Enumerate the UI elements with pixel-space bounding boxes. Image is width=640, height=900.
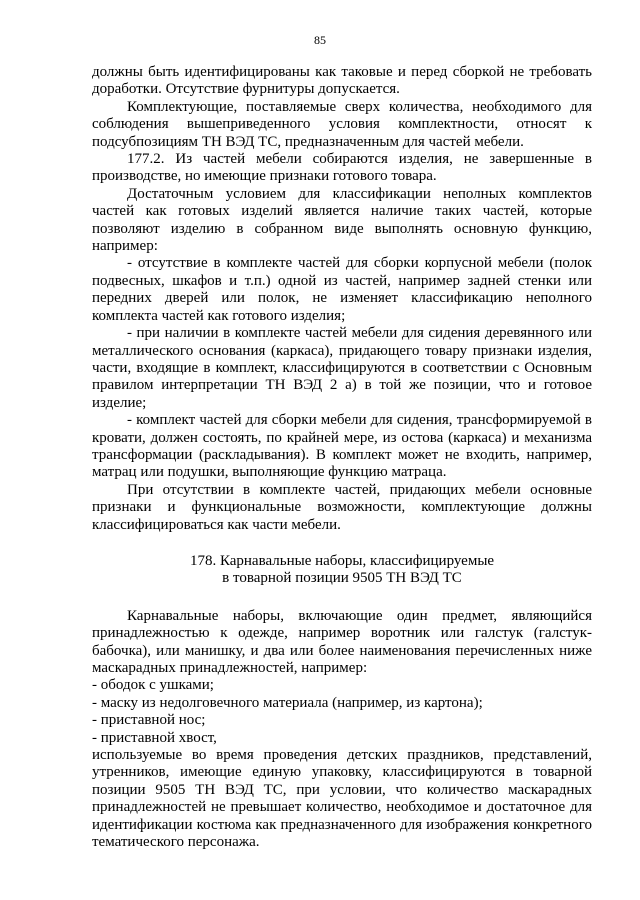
list-item-tail: - приставной хвост, bbox=[92, 729, 217, 746]
list-item-nose: - приставной нос; bbox=[92, 712, 206, 729]
paragraph-carnival-classification: используемые во время проведения детских праздников, представлений, утренников, имеющие единую упаковку, классифицируются в товарной позиции 9505 ТН ВЭД ТС, при условии, что количество маскарадных принадлежностей не превышает количество, необходимое и достаточное для идентификации костюма как предназначенного для изображения конкретного тематического персонажа. bbox=[92, 747, 592, 851]
list-item-cabinet-furniture: - отсутствие в комплекте частей для сборки корпусной мебели (полок подвесных, шкафов и т.п.) одной из частей, например задней стенки или передних дверей или полок, не изменяет классификацию неполного комплекта частей как готового изделия; bbox=[92, 255, 592, 324]
paragraph-continuation: должны быть идентифицированы как таковые и перед сборкой не требовать доработки. Отсутствие фурнитуры допускается. bbox=[92, 64, 592, 98]
list-item-headband: - ободок с ушками; bbox=[92, 677, 214, 694]
list-item-convertible-seating: - комплект частей для сборки мебели для сидения, трансформируемой в кровати, должен состоять, по крайней мере, из остова (каркаса) и механизма трансформации (раскладывания). В комплект может не входить, например, матрац или подушки, выполняющие функцию матраца. bbox=[92, 412, 592, 481]
section-heading-line-1: 178. Карнавальные наборы, классифицируемые bbox=[189, 552, 495, 569]
section-178-body bbox=[92, 608, 592, 852]
list-item-mask: - маску из недолговечного материала (например, из картона); bbox=[92, 694, 483, 711]
paragraph-177-2: 177.2. Из частей мебели собираются изделия, не завершенные в производстве, но имеющие признаки готового товара. bbox=[92, 151, 592, 185]
section-heading-178 bbox=[92, 553, 592, 588]
section-heading-line-2: в товарной позиции 9505 ТН ВЭД ТС bbox=[222, 570, 462, 587]
page-number: 85 bbox=[314, 33, 326, 47]
paragraph-sufficient-condition: Достаточным условием для классификации неполных комплектов частей как готовых изделий является наличие таких частей, которые позволяют изделию в собранном виде выполнять основную функцию, например: bbox=[92, 185, 592, 255]
paragraph-absence-of-parts: При отсутствии в комплекте частей, придающих мебели основные признаки и функциональные возможности, комплектующие должны классифицироваться как части мебели. bbox=[92, 481, 592, 533]
paragraph-components: Комплектующие, поставляемые сверх количества, необходимого для соблюдения вышеприведенного условия комплектности, относят к подсубпозициям ТН ВЭД ТС, предназначенным для частей мебели. bbox=[92, 98, 592, 150]
paragraph-carnival-sets: Карнавальные наборы, включающие один предмет, являющийся принадлежностью к одежде, например воротник или галстук (галстук-бабочка), или манишку, и два или более наименования перечисленных ниже маскарадных принадлежностей, например: bbox=[92, 607, 592, 676]
document-body bbox=[92, 64, 592, 851]
list-item-seating-frame: - при наличии в комплекте частей мебели для сидения деревянного или металлического основания (каркаса), придающего товару признаки изделия, части, входящие в комплект, классифицируются в соответствии с Основным правилом интерпретации ТН ВЭД 2 а) в той же позиции, что и готовое изделие; bbox=[92, 325, 592, 411]
